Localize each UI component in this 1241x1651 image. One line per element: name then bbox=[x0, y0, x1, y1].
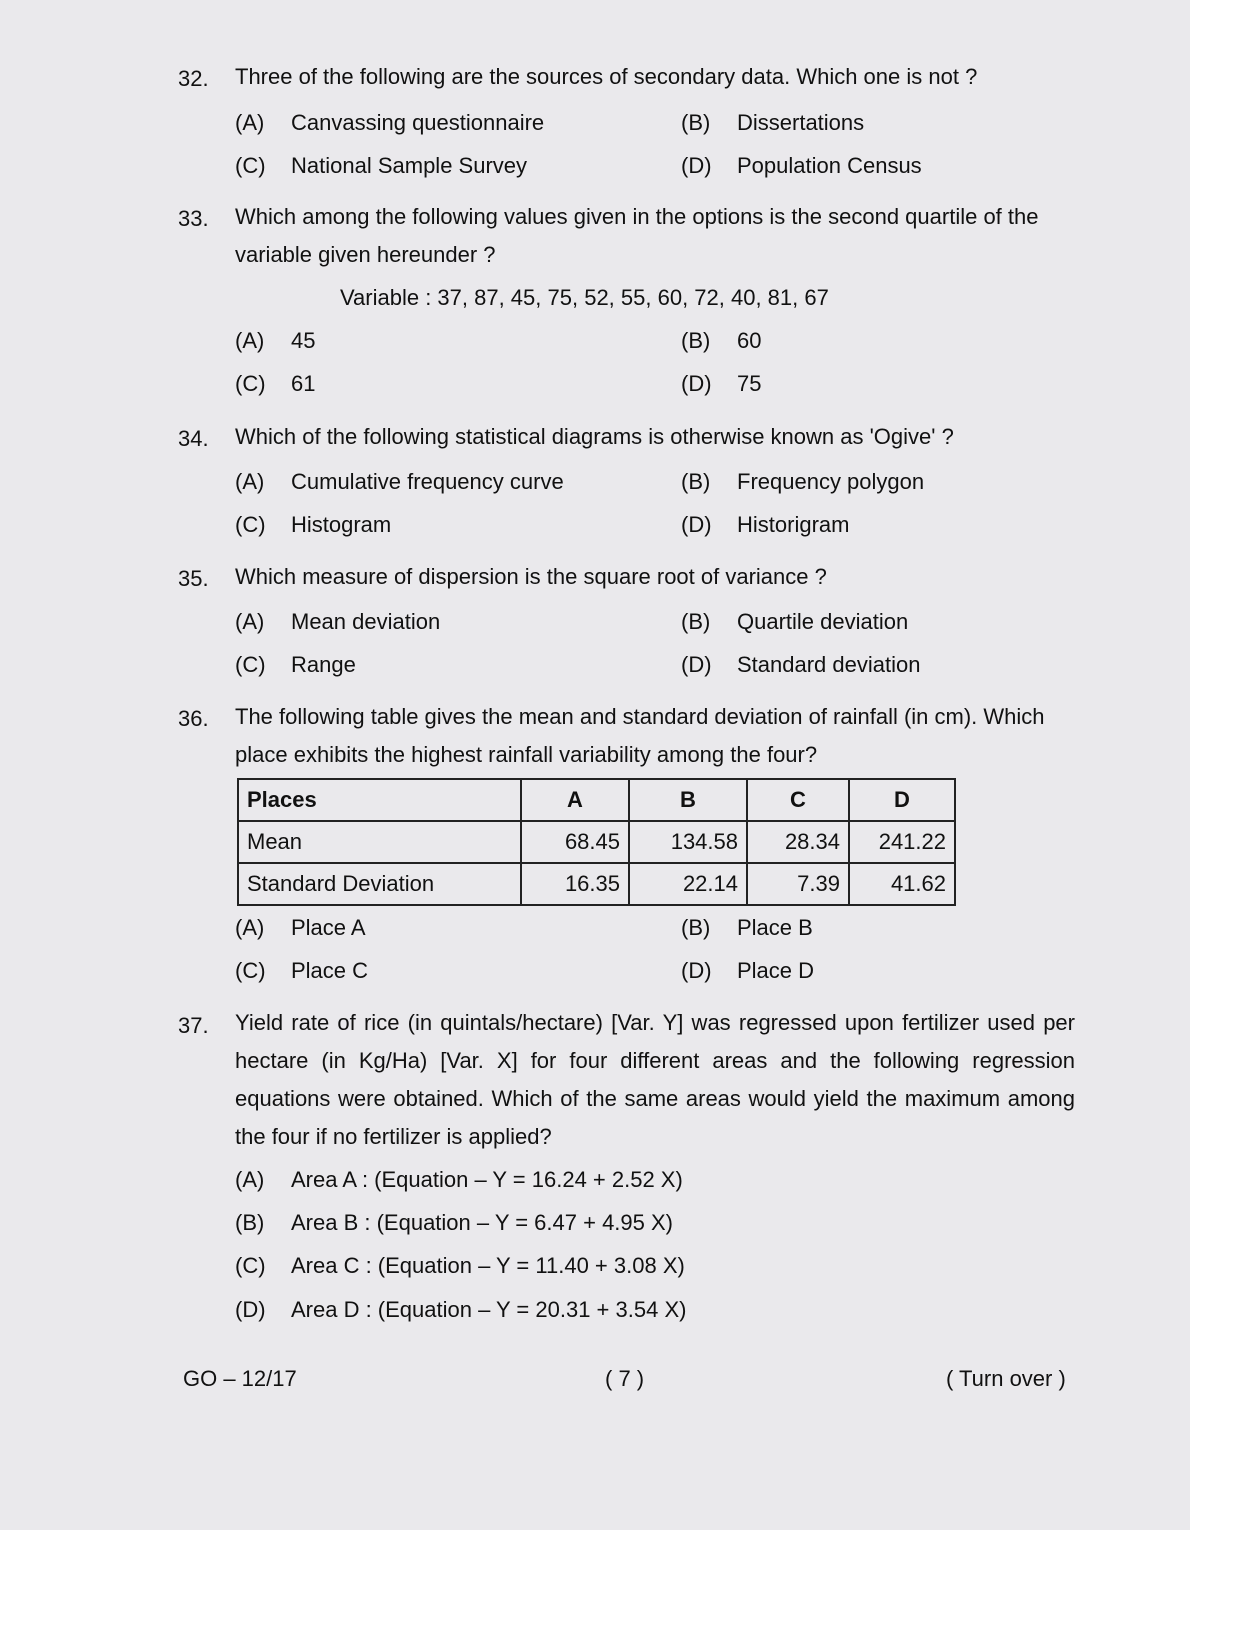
option-b: (B) Place B bbox=[681, 915, 813, 940]
option-c: (C) Range bbox=[235, 652, 356, 677]
question-number: 36. bbox=[178, 706, 209, 731]
question-number: 33. bbox=[178, 206, 209, 231]
option-a: (A) Canvassing questionnaire bbox=[235, 110, 545, 135]
question-text: The following table gives the mean and standard deviation of rainfall (in cm). Which place exhibits the highest rainfall variability among the four? bbox=[235, 704, 1045, 767]
option-c: (C) Area C : (Equation – Y = 11.40 + 3.08 X) bbox=[235, 1253, 685, 1278]
question-text: Which among the following values given in the options is the second quartile of the variable given hereunder ? bbox=[235, 204, 1039, 267]
option-d: (D) Historigram bbox=[681, 512, 850, 537]
question-number: 34. bbox=[178, 426, 209, 451]
table-header-row bbox=[238, 779, 955, 821]
option-a: (A) Area A : (Equation – Y = 16.24 + 2.52 X) bbox=[235, 1167, 683, 1192]
page-number: ( 7 ) bbox=[605, 1366, 645, 1391]
table-cell: 68.45 bbox=[521, 821, 629, 863]
question-number: 35. bbox=[178, 566, 209, 591]
option-d: (D) Area D : (Equation – Y = 20.31 + 3.54 X) bbox=[235, 1297, 687, 1322]
option-c: (C) National Sample Survey bbox=[235, 153, 528, 178]
option-a: (A) 45 bbox=[235, 328, 316, 353]
option-c: (C) Place C bbox=[235, 958, 369, 983]
question-text: Which of the following statistical diagrams is otherwise known as 'Ogive' ? bbox=[235, 424, 954, 449]
option-d: (D) 75 bbox=[681, 371, 762, 396]
question-number: 37. bbox=[178, 1013, 209, 1038]
table-cell: 22.14 bbox=[629, 863, 747, 905]
option-a: (A) Mean deviation bbox=[235, 609, 441, 634]
table-row bbox=[238, 821, 955, 863]
table-cell: Mean bbox=[238, 821, 521, 863]
option-b: (B) 60 bbox=[681, 328, 762, 353]
question-number: 32. bbox=[178, 66, 209, 91]
table-cell: 7.39 bbox=[747, 863, 849, 905]
variable-line: Variable : 37, 87, 45, 75, 52, 55, 60, 72, 40, 81, 67 bbox=[340, 285, 829, 310]
paper-code: GO – 12/17 bbox=[183, 1366, 297, 1391]
option-a: (A) Place A bbox=[235, 915, 366, 940]
option-c: (C) Histogram bbox=[235, 512, 392, 537]
turn-over-note: ( Turn over ) bbox=[946, 1366, 1066, 1391]
option-b: (B) Area B : (Equation – Y = 6.47 + 4.95 X) bbox=[235, 1210, 674, 1235]
option-b: (B) Dissertations bbox=[681, 110, 865, 135]
question-text: Which measure of dispersion is the square root of variance ? bbox=[235, 564, 827, 589]
question-text: Yield rate of rice (in quintals/hectare) [Var. Y] was regressed upon fertilizer used per hectare (in Kg/Ha) [Var. X] for four different areas and the following regression equations were obtained. Which of the same areas would yield the maximum among the four if no fertilizer is applied? bbox=[235, 1010, 1075, 1149]
table-cell: 28.34 bbox=[747, 821, 849, 863]
option-b: (B) Frequency polygon bbox=[681, 469, 925, 494]
table-cell: D bbox=[849, 779, 955, 821]
rainfall-table bbox=[237, 778, 956, 906]
table-cell: Places bbox=[238, 779, 521, 821]
table-row bbox=[238, 863, 955, 905]
table-cell: C bbox=[747, 779, 849, 821]
option-c: (C) 61 bbox=[235, 371, 316, 396]
table-cell: 16.35 bbox=[521, 863, 629, 905]
question-text: Three of the following are the sources of secondary data. Which one is not ? bbox=[235, 64, 978, 89]
table-cell: Standard Deviation bbox=[238, 863, 521, 905]
table-cell: 41.62 bbox=[849, 863, 955, 905]
table-cell: B bbox=[629, 779, 747, 821]
option-a: (A) Cumulative frequency curve bbox=[235, 469, 564, 494]
table-cell: 241.22 bbox=[849, 821, 955, 863]
table-cell: A bbox=[521, 779, 629, 821]
option-d: (D) Population Census bbox=[681, 153, 922, 178]
option-d: (D) Place D bbox=[681, 958, 815, 983]
table-cell: 134.58 bbox=[629, 821, 747, 863]
option-b: (B) Quartile deviation bbox=[681, 609, 909, 634]
option-d: (D) Standard deviation bbox=[681, 652, 921, 677]
